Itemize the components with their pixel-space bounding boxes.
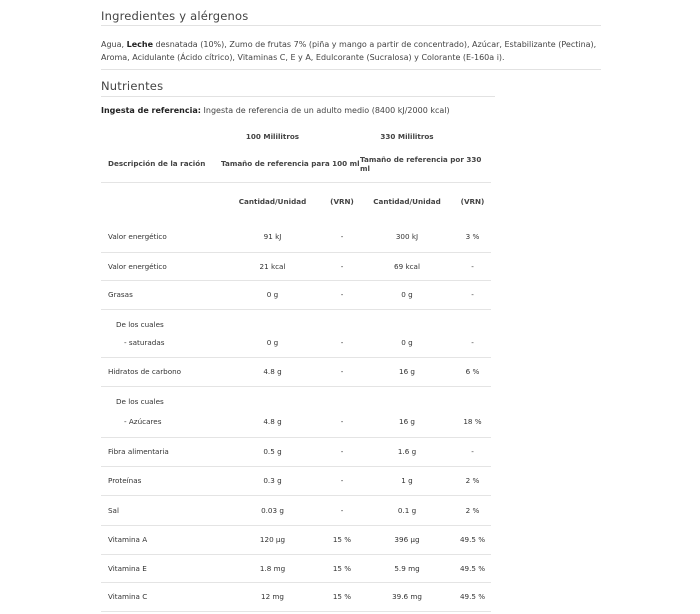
nutrient-vrn-330: - bbox=[454, 437, 491, 466]
vrn-header-330: (VRN) bbox=[460, 197, 485, 207]
nutrient-vrn-100: - bbox=[324, 280, 360, 309]
portion-header-row bbox=[101, 127, 491, 146]
nutrient-quantity-100: 0.5 g bbox=[221, 437, 324, 466]
nutrient-name: Hidratos de carbono bbox=[101, 357, 221, 386]
nutrient-vrn-330: - bbox=[454, 252, 491, 280]
nutrient-vrn-330: 49.5 % bbox=[454, 525, 491, 554]
nutrient-quantity-330: 1 g bbox=[360, 466, 454, 495]
nutrient-quantity-100: 120 µg bbox=[221, 525, 324, 554]
nutrient-quantity-100: 4.8 g bbox=[221, 406, 324, 437]
nutrient-row bbox=[101, 525, 491, 554]
nutrient-name: Vitamina C bbox=[101, 582, 221, 611]
nutrient-vrn-330: 2 % bbox=[454, 495, 491, 525]
quantity-header-330: Cantidad/Unidad bbox=[373, 197, 441, 207]
ingredients-text bbox=[101, 38, 621, 64]
nutrient-row bbox=[101, 357, 491, 386]
nutrient-name: Vitamina A bbox=[101, 525, 221, 554]
nutrient-row bbox=[101, 406, 491, 437]
nutrition-table bbox=[101, 127, 491, 612]
nutrient-row bbox=[101, 495, 491, 525]
nutrient-quantity-100: 0.03 g bbox=[221, 495, 324, 525]
nutrient-group-label: De los cuales bbox=[116, 397, 164, 406]
nutrient-row bbox=[101, 466, 491, 495]
reference-size-330: Tamaño de referencia por 330 ml bbox=[360, 146, 491, 182]
reference-text: Ingesta de referencia de un adulto medio (8400 kJ/2000 kcal) bbox=[200, 106, 450, 115]
nutrient-row bbox=[101, 221, 491, 252]
nutrient-vrn-330: 49.5 % bbox=[454, 554, 491, 582]
nutrient-row bbox=[101, 252, 491, 280]
ingredients-text-before: Agua, bbox=[101, 40, 127, 49]
nutrient-name: Valor energético bbox=[101, 252, 221, 280]
nutrient-row bbox=[101, 554, 491, 582]
nutrient-name: Valor energético bbox=[101, 221, 221, 252]
nutrient-quantity-330: 69 kcal bbox=[360, 252, 454, 280]
nutrient-vrn-100: - bbox=[324, 466, 360, 495]
reference-intake bbox=[101, 106, 450, 115]
nutrient-name: Vitamina E bbox=[101, 554, 221, 582]
nutrient-quantity-100: 21 kcal bbox=[221, 252, 324, 280]
reference-label: Ingesta de referencia: bbox=[101, 106, 201, 115]
nutrients-title: Nutrientes bbox=[101, 79, 164, 93]
nutrient-row bbox=[101, 437, 491, 466]
nutrient-quantity-330: 1.6 g bbox=[360, 437, 454, 466]
nutrient-quantity-330: 5.9 mg bbox=[360, 554, 454, 582]
nutrient-quantity-330: 0.1 g bbox=[360, 495, 454, 525]
nutrient-name: Grasas bbox=[101, 280, 221, 309]
serving-description-label: Descripción de la ración bbox=[101, 146, 221, 182]
nutrient-name: Fibra alimentaria bbox=[101, 437, 221, 466]
nutrient-row bbox=[101, 329, 491, 357]
reference-size-100: Tamaño de referencia para 100 ml bbox=[221, 146, 360, 182]
nutrient-quantity-330: 16 g bbox=[360, 357, 454, 386]
nutrient-quantity-330: 0 g bbox=[360, 280, 454, 309]
nutrient-name: - Azúcares bbox=[101, 406, 221, 437]
nutrient-name: Proteínas bbox=[101, 466, 221, 495]
nutrient-vrn-100: 15 % bbox=[324, 554, 360, 582]
nutrient-row bbox=[101, 582, 491, 611]
nutrient-quantity-100: 0 g bbox=[221, 280, 324, 309]
nutrient-quantity-330: 39.6 mg bbox=[360, 582, 454, 611]
nutrient-quantity-100: 0.3 g bbox=[221, 466, 324, 495]
nutrient-quantity-330: 16 g bbox=[360, 406, 454, 437]
nutrient-vrn-100: - bbox=[324, 329, 360, 357]
nutrient-vrn-100: - bbox=[324, 495, 360, 525]
nutrient-quantity-100: 12 mg bbox=[221, 582, 324, 611]
ingredients-divider bbox=[101, 25, 601, 26]
vrn-header-100: (VRN) bbox=[330, 197, 354, 207]
nutrient-group-row bbox=[101, 386, 491, 406]
nutrient-vrn-100: - bbox=[324, 437, 360, 466]
portion-100: 100 Mililitros bbox=[245, 132, 300, 141]
nutrient-quantity-100: 4.8 g bbox=[221, 357, 324, 386]
allergen-milk: Leche bbox=[126, 40, 153, 49]
nutrient-vrn-100: - bbox=[324, 221, 360, 252]
nutrient-vrn-330: 49.5 % bbox=[454, 582, 491, 611]
nutrient-vrn-100: - bbox=[324, 406, 360, 437]
nutrient-vrn-330: 6 % bbox=[454, 357, 491, 386]
nutrient-quantity-100: 1.8 mg bbox=[221, 554, 324, 582]
portion-330: 330 Mililitros bbox=[380, 132, 434, 141]
ingredients-text-after: desnatada (10%), Zumo de frutas 7% (piña y mango a partir de concentrado), Azúcar, Estabilizante (Pectina), Aroma, Acidulante (Ácido cítrico), Vitaminas C, E y A, Edulcorante (Sucralosa) y Colorante (E-160a i). bbox=[101, 40, 597, 62]
nutrient-vrn-100: - bbox=[324, 252, 360, 280]
nutrient-quantity-330: 396 µg bbox=[360, 525, 454, 554]
quantity-header-100: Cantidad/Unidad bbox=[238, 197, 307, 207]
nutrient-row bbox=[101, 280, 491, 309]
nutrient-vrn-330: 2 % bbox=[454, 466, 491, 495]
nutrient-name: Sal bbox=[101, 495, 221, 525]
column-header-row bbox=[101, 182, 491, 221]
nutrients-divider bbox=[101, 96, 495, 97]
nutrient-quantity-330: 0 g bbox=[360, 329, 454, 357]
nutrient-name: - saturadas bbox=[101, 329, 221, 357]
nutrient-vrn-100: 15 % bbox=[324, 582, 360, 611]
nutrient-vrn-330: - bbox=[454, 280, 491, 309]
nutrient-group-row bbox=[101, 309, 491, 329]
nutrient-quantity-100: 91 kJ bbox=[221, 221, 324, 252]
nutrient-vrn-330: 3 % bbox=[454, 221, 491, 252]
nutrient-vrn-330: - bbox=[454, 329, 491, 357]
nutrient-quantity-100: 0 g bbox=[221, 329, 324, 357]
nutrient-vrn-100: - bbox=[324, 357, 360, 386]
nutrient-vrn-330: 18 % bbox=[454, 406, 491, 437]
ingredients-title: Ingredientes y alérgenos bbox=[101, 9, 249, 23]
reference-size-row bbox=[101, 146, 491, 182]
nutrient-group-label: De los cuales bbox=[116, 320, 164, 329]
nutrient-vrn-100: 15 % bbox=[324, 525, 360, 554]
ingredients-bottom-divider bbox=[101, 69, 601, 70]
nutrient-quantity-330: 300 kJ bbox=[360, 221, 454, 252]
